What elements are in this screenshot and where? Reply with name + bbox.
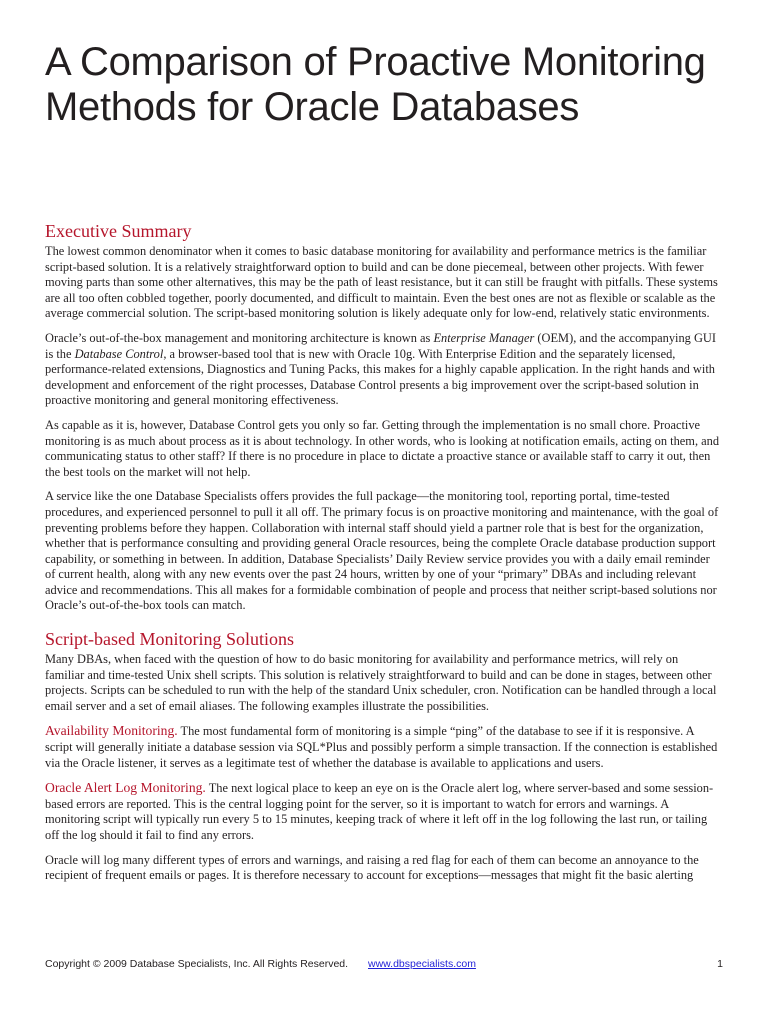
exec-summary-paragraph-4: A service like the one Database Specialists offers provides the full package—the monitoring tool, reporting portal, time-tested procedures, and experienced personnel to pull it all off. The primary focus is on proactive monitoring and maintenance, with the goal of preventing problems before they happen. Collaboration with internal staff should yield a partner role that is best for the organization, whether that is performance consulting and providing general Oracle resources, being the complete Oracle database production support capability, or something in between. In addition, Database Specialists’ Daily Review service provides you with a daily email reminder of current health, along with any new events over the past 24 hours, written by one of your “primary” DBAs and including relevant advice and recommendations. This all makes for a formidable combination of people and process that neither script-based solutions nor Oracle’s out-of-the-box tools can match. [45, 489, 719, 613]
text-run: The next logical place to keep an eye on is the Oracle alert log, where server-based and some session-based errors are reported. This is the central logging point for the server, so it is important to watch for errors and warnings. A monitoring script will typically run every 5 to 15 minutes, keeping track of where it left off in the log following the last run, or tailing off the log should it fail to find any errors. [45, 781, 714, 842]
text-run: The most fundamental form of monitoring is a simple “ping” of the database to see if it is responsive. A script will generally initiate a database session via SQL*Plus and possibly perform a simple transaction. If the connection is established via the Oracle listener, it serves as a legitimate test of whether the database is available to applications and users. [45, 724, 718, 770]
page-number: 1 [717, 958, 723, 970]
exec-summary-paragraph-1: The lowest common denominator when it comes to basic database monitoring for availability and performance metrics is the familiar script-based solution. It is a relatively straightforward option to build and can be done piecemeal, between other projects. With fewer moving parts than some other alternatives, this may be the path of least resistance, but it can still be fraught with pitfalls. These systems are all too often cobbled together, poorly documented, and difficult to maintain. Even the best ones are not as flexible or scalable as the average commercial solution. The script-based monitoring solution is likely adequate only for low-end, relatively static environments. [45, 244, 718, 321]
document-body [45, 219, 720, 893]
availability-monitoring-label: Availability Monitoring. [45, 723, 178, 739]
exec-summary-paragraph-2 [45, 331, 720, 409]
text-run: , a browser-based tool that is new with Oracle 10g. With Enterprise Edition and the separately licensed, performance-related extensions, Diagnostics and Tuning Packs, this makes for a highly capable application. In the right hands and with development and enforcement of the right processes, Database Control presents a big improvement over the script-based solution in proactive monitoring and general monitoring effectiveness. [45, 346, 715, 408]
copyright-notice: Copyright © 2009 Database Specialists, Inc. All Rights Reserved. [45, 958, 349, 970]
executive-summary-heading: Executive Summary [45, 221, 192, 241]
website-link[interactable]: www.dbspecialists.com [368, 958, 476, 970]
errors-warnings-paragraph: Oracle will log many different types of errors and warnings, and raising a red flag for each of them can become an annoyance to the recipient of frequent emails or pages. It is therefore necessary to account for exceptions—messages that might fit the basic alerting [45, 852, 699, 883]
page-footer [45, 956, 723, 974]
script-based-heading: Script-based Monitoring Solutions [45, 629, 294, 650]
text-run: Oracle’s out-of-the-box management and monitoring architecture is known as [45, 330, 434, 345]
database-control-term: Database Control [74, 346, 164, 361]
alert-log-monitoring-paragraph [45, 780, 720, 843]
text-run: (OEM), and the accompanying GUI is the [45, 330, 716, 361]
enterprise-manager-term: Enterprise Manager [433, 330, 535, 345]
availability-monitoring-paragraph [45, 723, 720, 771]
script-based-paragraph-1: Many DBAs, when faced with the question of how to do basic monitoring for availability and performance metrics, will rely on familiar and time-tested Unix shell scripts. This solution is relatively straightforward to build and can be done in stages, between other projects. Scripts can be scheduled to run with the help of the standard Unix scheduler, cron. Notification can be handled through a local email server and a set of email aliases. The following examples illustrate the possibilities. [45, 652, 717, 713]
alert-log-monitoring-label: Oracle Alert Log Monitoring. [45, 780, 206, 796]
page-title: A Comparison of Proactive Monitoring Methods for Oracle Databases [45, 40, 706, 129]
exec-summary-paragraph-3: As capable as it is, however, Database Control gets you only so far. Getting through the implementation is no small chore. Proactive monitoring is as much about process as it is about technology. In other words, who is looking at notification emails, acting on them, and communicating status to other staff? If there is no procedure in place to dictate a proactive stance or available staff to carry it out, then the best tools on the market will not help. [45, 417, 720, 479]
